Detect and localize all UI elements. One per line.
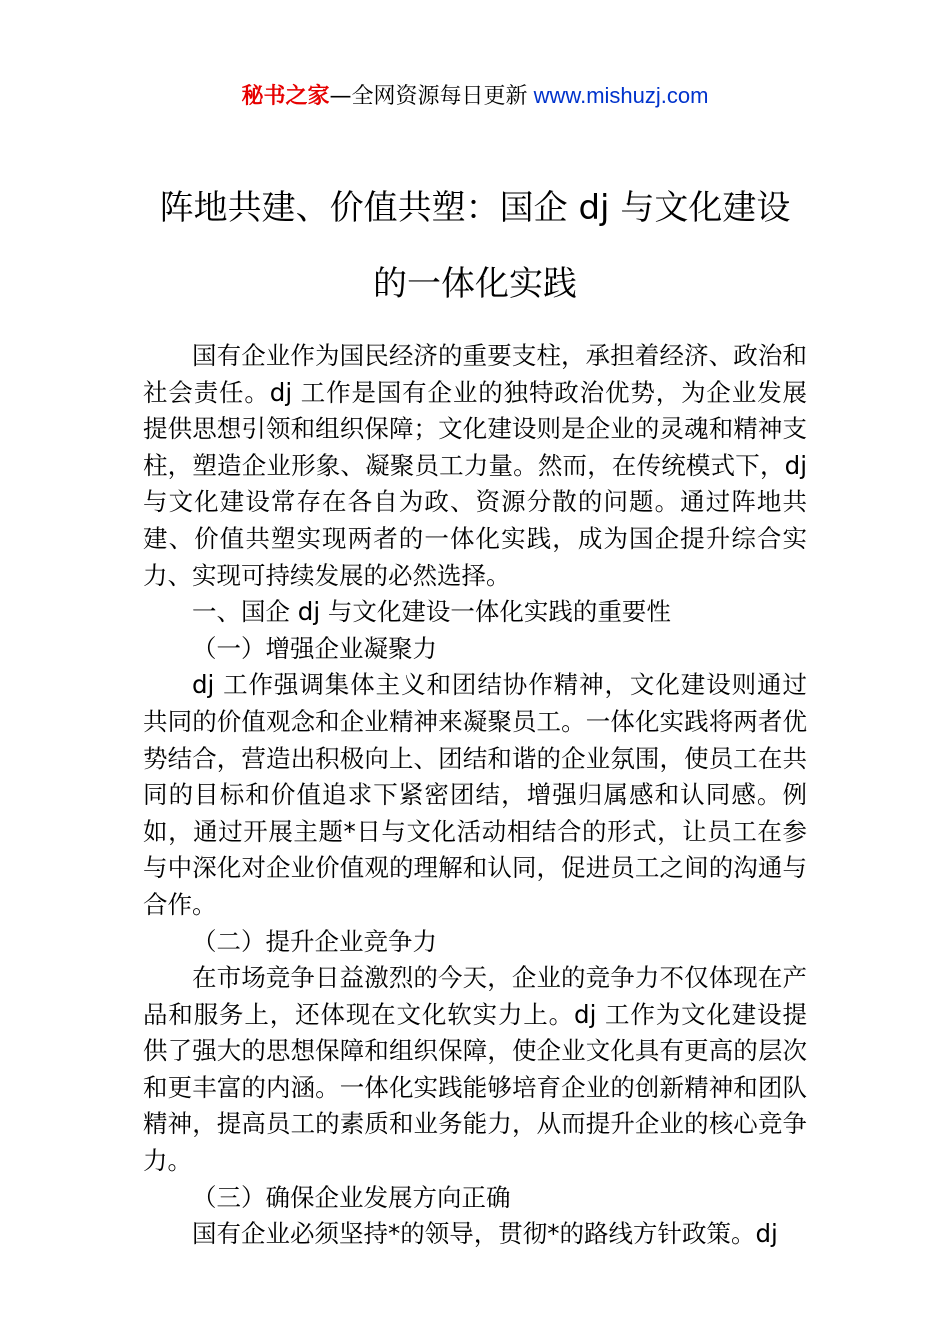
brand-name: 秘书之家 — [241, 84, 330, 109]
title-line-1: 阵地共建、价值共塑：国企 dj 与文化建设 — [159, 188, 791, 228]
subsection-heading: （一）增强企业凝聚力 — [192, 633, 437, 663]
body-paragraph: 在市场竞争日益激烈的今天，企业的竞争力不仅体现在产品和服务上，还体现在文化软实力上。dj 工作为文化建设提供了强大的思想保障和组织保障，使企业文化具有更高的层次和更丰富的内涵。一体化实践能够培育企业的创新精神和团队精神，提高员工的素质和业务能力，从而提升企业的核心竞争力。 — [143, 963, 807, 1176]
document-title — [0, 170, 950, 322]
body-paragraph: 国有企业必须坚持*的领导，贯彻*的路线方针政策。dj — [192, 1219, 778, 1249]
body-paragraph: dj 工作强调集体主义和团结协作精神，文化建设则通过共同的价值观念和企业精神来凝聚员工。一体化实践将两者优势结合，营造出积极向上、团结和谐的企业氛围，使员工在共同的目标和价值追求下紧密团结，增强归属感和认同感。例如，通过开展主题*日与文化活动相结合的形式，让员工在参与中深化对企业价值观的理解和认同，促进员工之间的沟通与合作。 — [143, 670, 807, 919]
document-body — [143, 338, 807, 1253]
subsection-heading: （二）提升企业竞争力 — [192, 926, 437, 956]
site-url-link[interactable]: www.mishuzj.com — [527, 83, 709, 108]
title-line-2: 的一体化实践 — [373, 264, 577, 304]
site-banner — [0, 80, 950, 113]
subsection-heading: （三）确保企业发展方向正确 — [192, 1182, 511, 1212]
intro-paragraph: 国有企业作为国民经济的重要支柱，承担着经济、政治和社会责任。dj 工作是国有企业的独特政治优势，为企业发展提供思想引领和组织保障；文化建设则是企业的灵魂和精神支柱，塑造企业形象、凝聚员工力量。然而，在传统模式下，dj 与文化建设常存在各自为政、资源分散的问题。通过阵地共建、价值共塑实现两者的一体化实践，成为国企提升综合实力、实现可持续发展的必然选择。 — [143, 341, 807, 590]
banner-tagline: —全网资源每日更新 — [329, 84, 528, 109]
section-heading: 一、国企 dj 与文化建设一体化实践的重要性 — [192, 597, 671, 627]
